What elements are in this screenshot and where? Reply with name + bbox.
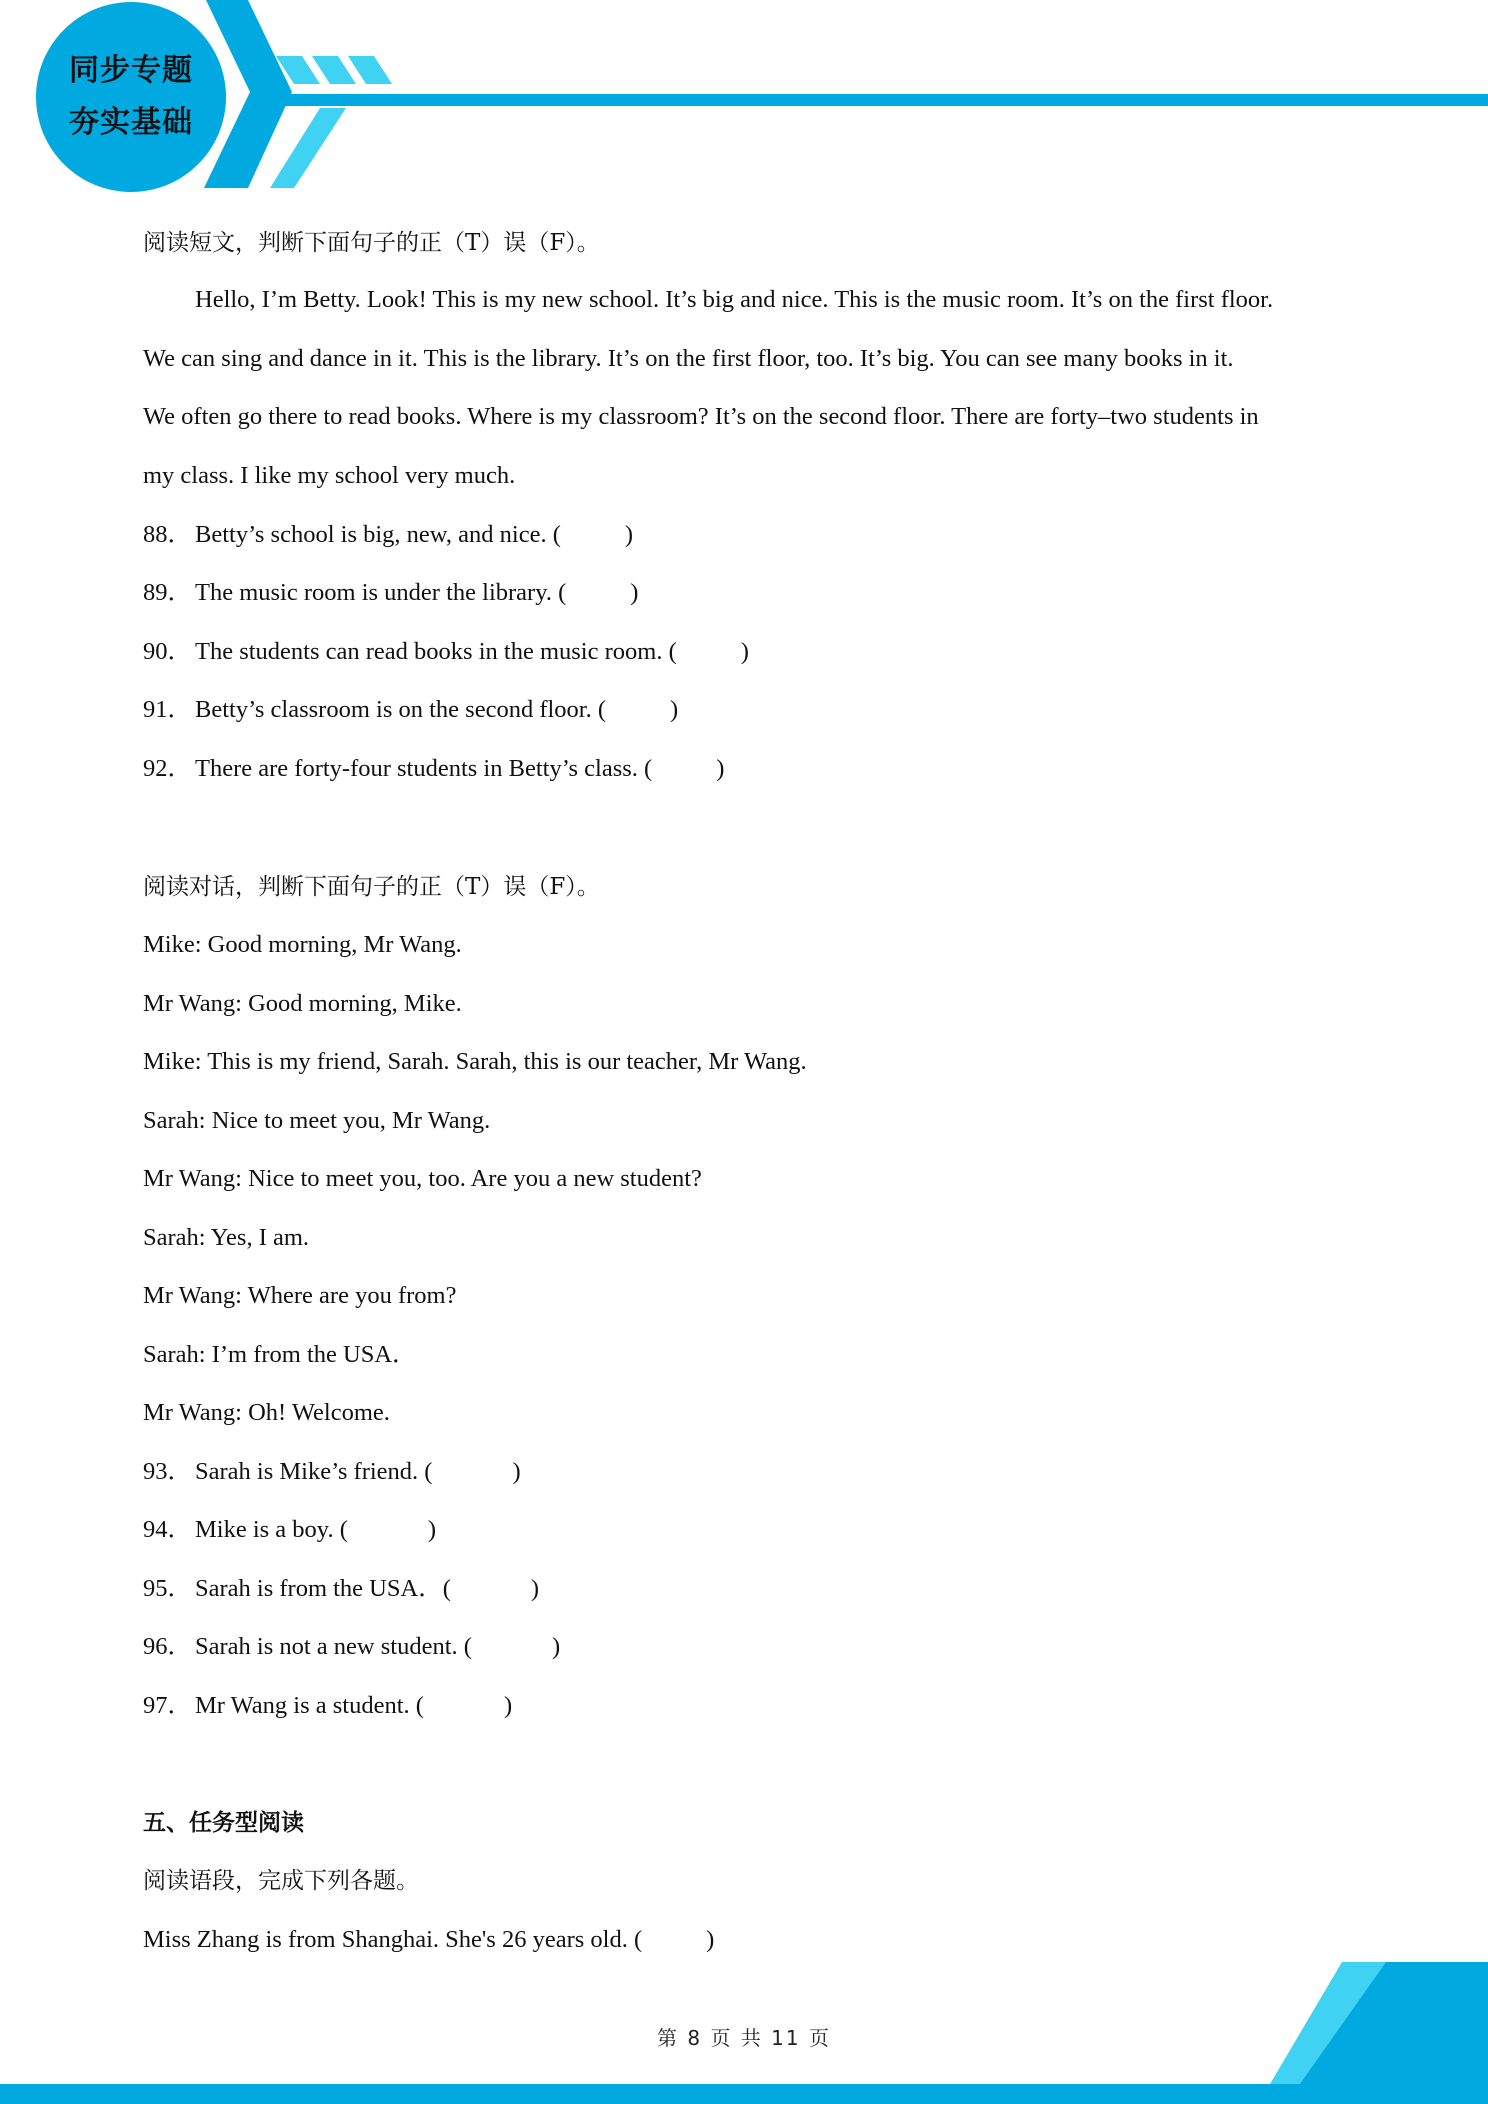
question-close: ) [630,579,639,606]
question-97 [143,1691,512,1721]
question-number: 88． [143,521,192,548]
question-96 [143,1632,560,1662]
dialogue-line: Mr Wang: Oh! Welcome. [143,1399,390,1426]
question-number: 96． [143,1633,192,1660]
question-number: 90． [143,638,192,665]
dialogue-line: Sarah: Yes, I am. [143,1224,310,1251]
question-text: Betty’s classroom is on the second floor. ( [195,696,606,723]
question-text: Mike is a boy. ( [195,1516,348,1543]
header-badge [36,2,226,192]
question-close: ) [551,1633,561,1660]
question-close: ) [670,696,679,723]
question-88 [143,520,633,550]
question-number: 89． [143,579,192,606]
question-text: Mr Wang is a student. ( [195,1692,424,1719]
question-text: The students can read books in the music room. ( [195,638,677,665]
question-number: 94． [143,1516,192,1543]
question-94 [143,1515,436,1545]
passage-line: We often go there to read books. Where is my classroom? It’s on the second floor. There are forty–two students in [143,403,1259,430]
dialogue-line: Mike: This is my friend, Sarah. Sarah, this is our teacher, Mr Wang. [143,1048,807,1075]
question-text: Sarah is not a new student. ( [195,1633,472,1660]
question-close: ) [716,755,725,782]
question-95 [143,1574,539,1604]
question-text: The music room is under the library. ( [195,579,567,606]
passage-line: Hello, I’m Betty. Look! This is my new school. It’s big and nice. This is the music room. It’s on the first floor. [195,286,1274,313]
question-92 [143,754,724,784]
question-close: ) [624,521,634,548]
question-close: ) [512,1458,521,1485]
dialogue-line: Mike: Good morning, Mr Wang. [143,931,462,958]
question-close: ) [740,638,749,665]
question-text: Sarah is from the USA．( [195,1575,451,1602]
question-93 [143,1457,521,1487]
section1-instruction: 阅读短文，判断下面句子的正（T）误（F）。 [143,230,600,256]
question-number: 93． [143,1458,192,1485]
question-number: 92． [143,755,192,782]
question-text: Betty’s school is big, new, and nice. ( [195,521,561,548]
question-90 [143,637,749,667]
section2-instruction: 阅读对话，判断下面句子的正（T）误（F）。 [143,874,600,900]
dialogue-line: Mr Wang: Nice to meet you, too. Are you a new student? [143,1165,702,1192]
question-close: ) [503,1692,513,1719]
passage-line: We can sing and dance in it. This is the library. It’s on the first floor, too. It’s big. You can see many books in it. [143,345,1234,372]
dialogue-line: Sarah: Nice to meet you, Mr Wang. [143,1107,491,1134]
section3-title: 五、任务型阅读 [143,1810,304,1836]
badge-line1: 同步专题 [69,53,193,88]
page-number: 第 8 页 共 11 页 [657,2026,831,2050]
section3-close: ) [706,1926,715,1953]
section3-text: Miss Zhang is from Shanghai. She's 26 years old. ( [143,1926,643,1953]
passage-line: my class. I like my school very much. [143,462,516,489]
section3-instruction: 阅读语段，完成下列各题。 [143,1868,419,1894]
question-number: 95． [143,1575,192,1602]
question-number: 91． [143,696,192,723]
question-89 [143,578,638,608]
dialogue-line: Mr Wang: Where are you from? [143,1282,457,1309]
dialogue-line: Sarah: I’m from the USA． [143,1341,417,1368]
badge-line2: 夯实基础 [69,105,193,140]
question-91 [143,695,678,725]
question-close: ) [530,1575,540,1602]
question-text: There are forty-four students in Betty’s class. ( [195,755,653,782]
question-close: ) [427,1516,437,1543]
question-number: 97． [143,1692,192,1719]
dialogue-line: Mr Wang: Good morning, Mike. [143,990,462,1017]
question-text: Sarah is Mike’s friend. ( [195,1458,433,1485]
section3-first-line [143,1925,714,1955]
